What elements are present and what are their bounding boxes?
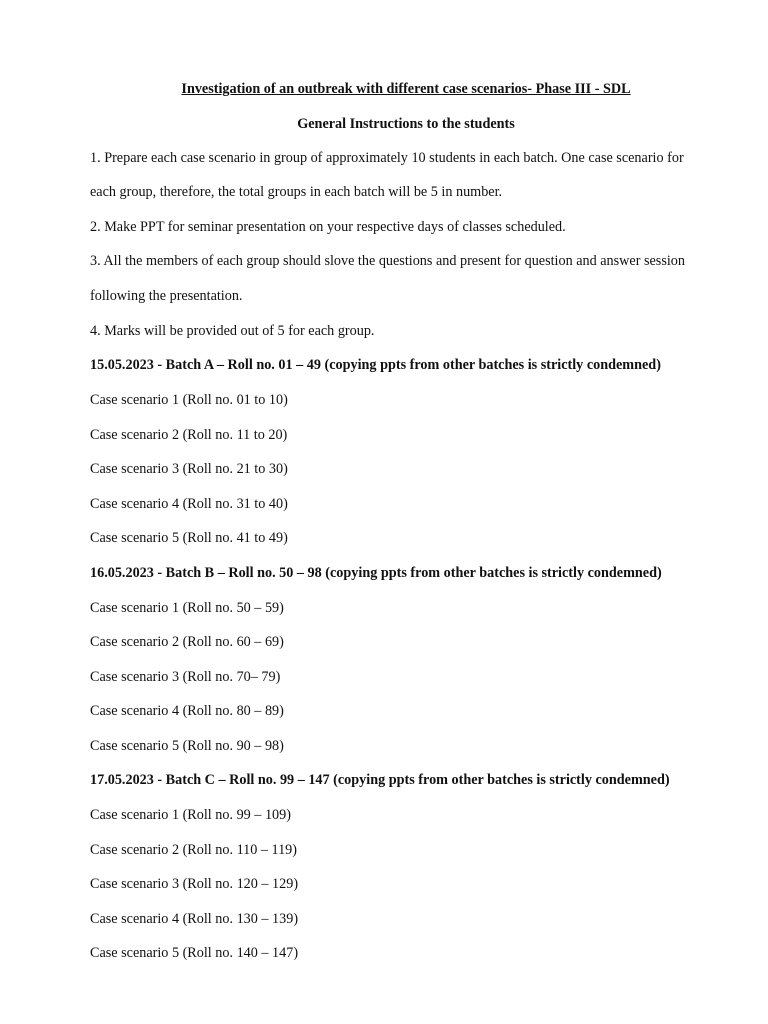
batch-heading: 17.05.2023 - Batch C – Roll no. 99 – 147 (copying ppts from other batches is strictly condemned) xyxy=(90,772,670,788)
case-scenario-item: Case scenario 5 (Roll no. 140 – 147) xyxy=(90,945,299,961)
case-scenario-item: Case scenario 4 (Roll no. 130 – 139) xyxy=(90,911,299,927)
instruction-line: each group, therefore, the total groups in each batch will be 5 in number. xyxy=(90,184,503,200)
case-scenario-item: Case scenario 2 (Roll no. 110 – 119) xyxy=(90,842,297,858)
instruction-line: 4. Marks will be provided out of 5 for each group. xyxy=(90,323,375,339)
batch-heading: 16.05.2023 - Batch B – Roll no. 50 – 98 (copying ppts from other batches is strictly condemned) xyxy=(90,565,662,581)
case-scenario-item: Case scenario 3 (Roll no. 120 – 129) xyxy=(90,876,299,892)
case-scenario-item: Case scenario 5 (Roll no. 90 – 98) xyxy=(90,738,284,754)
instruction-line: 1. Prepare each case scenario in group of approximately 10 students in each batch. One case scenario for xyxy=(90,150,684,166)
instruction-line: 2. Make PPT for seminar presentation on your respective days of classes scheduled. xyxy=(90,219,566,235)
document-title: Investigation of an outbreak with different case scenarios- Phase III - SDL xyxy=(181,81,631,97)
document-subtitle: General Instructions to the students xyxy=(297,116,515,132)
case-scenario-item: Case scenario 1 (Roll no. 50 – 59) xyxy=(90,600,284,616)
case-scenario-item: Case scenario 3 (Roll no. 70– 79) xyxy=(90,669,281,685)
case-scenario-item: Case scenario 2 (Roll no. 11 to 20) xyxy=(90,427,288,443)
case-scenario-item: Case scenario 4 (Roll no. 80 – 89) xyxy=(90,703,284,719)
case-scenario-item: Case scenario 1 (Roll no. 99 – 109) xyxy=(90,807,291,823)
instruction-line: following the presentation. xyxy=(90,288,243,304)
case-scenario-item: Case scenario 4 (Roll no. 31 to 40) xyxy=(90,496,288,512)
case-scenario-item: Case scenario 3 (Roll no. 21 to 30) xyxy=(90,461,288,477)
case-scenario-item: Case scenario 5 (Roll no. 41 to 49) xyxy=(90,530,288,546)
case-scenario-item: Case scenario 1 (Roll no. 01 to 10) xyxy=(90,392,288,408)
batch-heading: 15.05.2023 - Batch A – Roll no. 01 – 49 (copying ppts from other batches is strictly condemned) xyxy=(90,357,661,373)
instruction-line: 3. All the members of each group should slove the questions and present for question and answer session xyxy=(90,253,685,269)
case-scenario-item: Case scenario 2 (Roll no. 60 – 69) xyxy=(90,634,284,650)
